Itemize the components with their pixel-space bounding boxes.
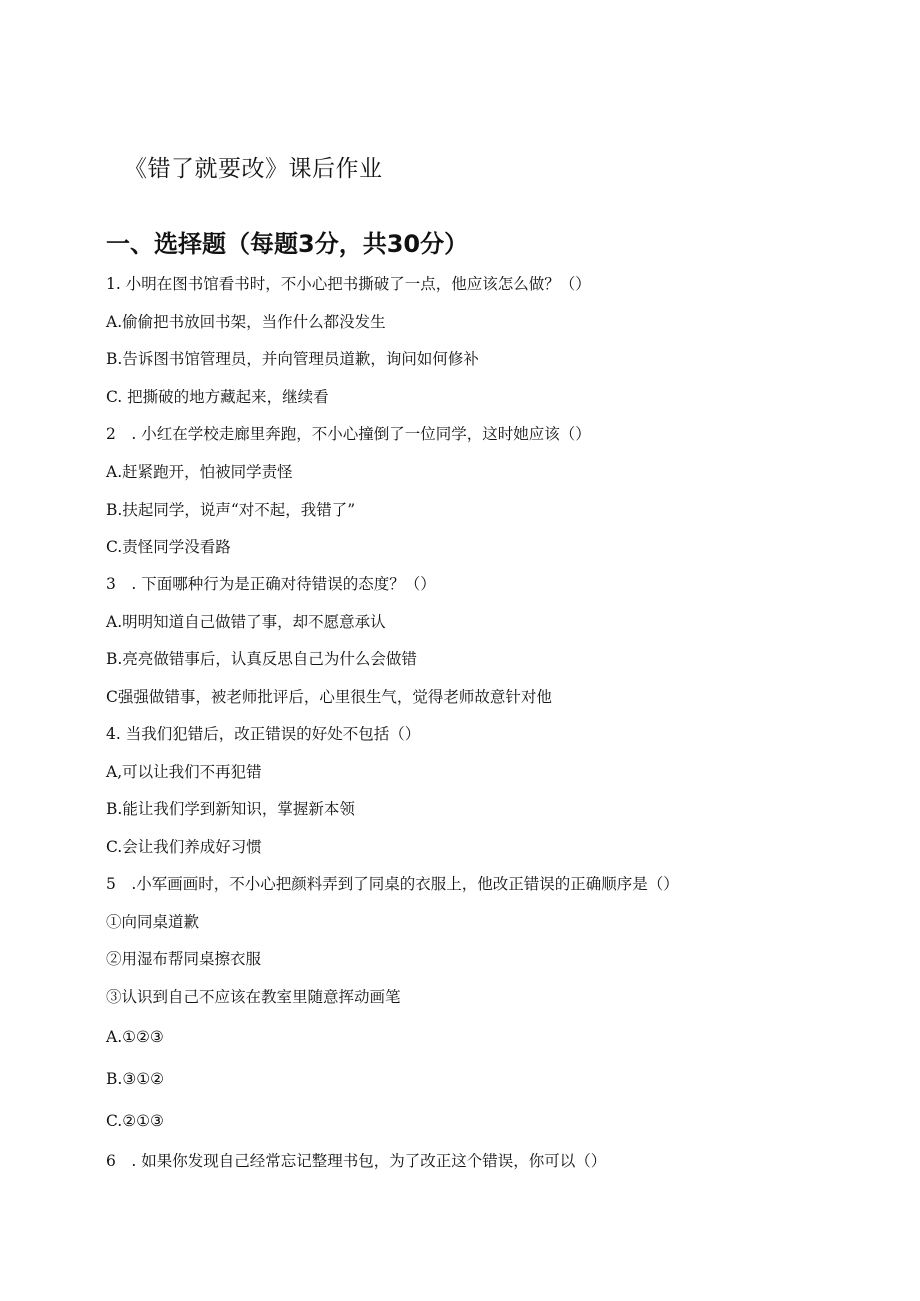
question-line: C. 把撕破的地方藏起来，继续看 <box>106 388 329 406</box>
question-line: B.亮亮做错事后，认真反思自己为什么会做错 <box>106 650 417 668</box>
question-line: 4. 当我们犯错后，改正错误的好处不包括（） <box>106 725 421 743</box>
question-line: A.赶紧跑开，怕被同学责怪 <box>106 463 293 481</box>
question-line: A,可以让我们不再犯错 <box>106 763 262 781</box>
question-line: B.能让我们学到新知识，掌握新本领 <box>106 800 355 818</box>
question-line: 3 . 下面哪种行为是正确对待错误的态度？（） <box>106 575 436 593</box>
question-line: ③认识到自己不应该在教室里随意挥动画笔 <box>106 988 401 1006</box>
question-line: C强强做错事，被老师批评后，心里很生气，觉得老师故意针对他 <box>106 688 552 706</box>
question-line: A.偷偷把书放回书架，当作什么都没发生 <box>106 313 386 331</box>
question-line: C.责怪同学没看路 <box>106 538 231 556</box>
question-line: C.会让我们养成好习惯 <box>106 838 262 856</box>
question-line: 5 .小军画画时，不小心把颜料弄到了同桌的衣服上，他改正错误的正确顺序是（） <box>106 875 679 893</box>
question-line: B.告诉图书馆管理员，并向管理员道歉，询问如何修补 <box>106 350 479 368</box>
question-line: B.扶起同学，说声“对不起，我错了” <box>106 501 356 519</box>
document-title: 《错了就要改》课后作业 <box>124 156 383 182</box>
question-line: 6 . 如果你发现自己经常忘记整理书包，为了改正这个错误，你可以（） <box>106 1152 607 1170</box>
question-line: B.③①② <box>106 1070 165 1088</box>
question-line: 2 . 小红在学校走廊里奔跑，不小心撞倒了一位同学，这时她应该（） <box>106 425 591 443</box>
question-line: C.②①③ <box>106 1112 164 1130</box>
question-line: A.①②③ <box>106 1028 164 1046</box>
question-line: A.明明知道自己做错了事，却不愿意承认 <box>106 613 386 631</box>
question-line: ①向同桌道歉 <box>106 913 200 931</box>
question-line: 1. 小明在图书馆看书时，不小心把书撕破了一点，他应该怎么做？（） <box>106 275 591 293</box>
question-line: ②用湿布帮同桌擦衣服 <box>106 950 262 968</box>
section-heading: 一、选择题（每题3分，共30分） <box>106 230 469 258</box>
